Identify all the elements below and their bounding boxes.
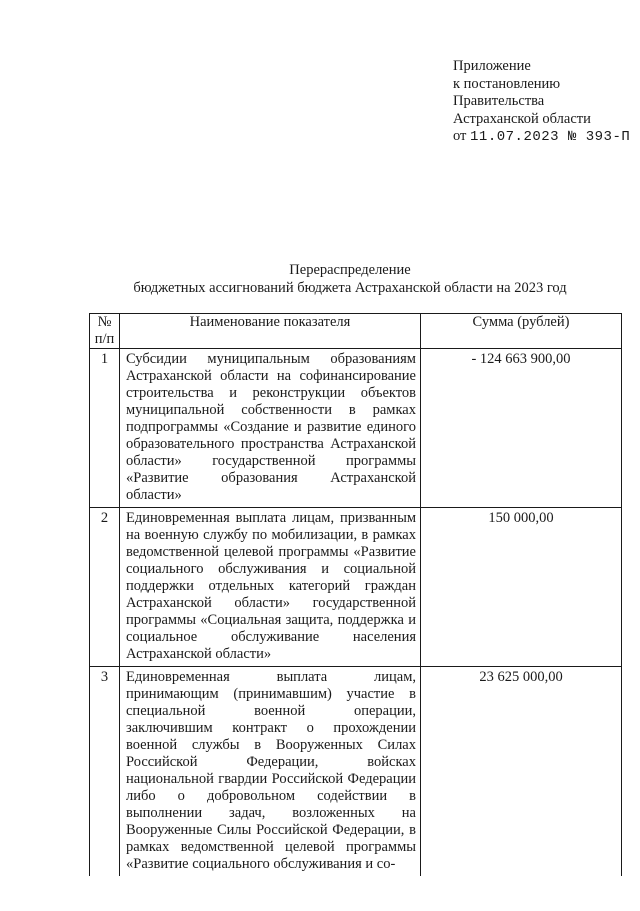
appendix-block	[453, 58, 630, 147]
header-num	[90, 314, 120, 349]
header-num-abbr: п/п	[94, 331, 115, 347]
appendix-line-1: Приложение	[453, 58, 531, 74]
appendix-date-line	[453, 128, 630, 147]
budget-table	[89, 313, 622, 876]
table-row	[90, 508, 622, 667]
header-name: Наименование показателя	[120, 314, 421, 349]
appendix-line-4: Астраханской области	[453, 110, 591, 127]
resolution-date-number: 11.07.2023 № 393-П	[470, 129, 631, 145]
appendix-line-3: Правительства	[453, 93, 545, 109]
row-number: 2	[90, 508, 120, 667]
row-number: 3	[90, 667, 120, 877]
appendix-line-2: к постановлению	[453, 75, 561, 92]
row-sum: 23 625 000,00	[421, 667, 622, 877]
header-num-sign: №	[97, 314, 112, 330]
header-sum: Сумма (рублей)	[421, 314, 622, 349]
row-indicator-name: Единовременная выплата лицам, призванным на военную службу по мобилизации, в рамках ведомственной целевой программы «Развитие социального обслуживания и социальной поддержки отдельных категорий граждан Астраханской области» государственной программы «Социальная защита, поддержка и социальное обслуживание населения Астраханской области»	[120, 508, 421, 667]
row-sum: 150 000,00	[421, 508, 622, 667]
title-line-1: Перераспределение	[289, 262, 411, 278]
row-sum: - 124 663 900,00	[421, 349, 622, 508]
table-header-row	[90, 314, 622, 349]
row-indicator-name: Единовременная выплата лицам, принимающим (принимавшим) участие в специальной военной операции, заключившим контракт о прохождении военной службы в Вооруженных Силах Российской Федерации, войсках национальной гвардии Российской Федерации либо о добровольном содействии в выполнении задач, возложенных на Вооруженные Силы Российской Федерации, в рамках ведомственной целевой программы «Развитие социального обслуживания и со-	[120, 667, 421, 877]
row-indicator-name: Субсидии муниципальным образованиям Астраханской области на софинансирование строительства и реконструкции объектов муниципальной собственности в рамках подпрограммы «Создание и развитие единого образовательного пространства Астраханской области» государственной программы «Развитие образования Астраханской области»	[120, 349, 421, 508]
title-line-2: бюджетных ассигнований бюджета Астраханской области на 2023 год	[133, 279, 567, 296]
row-number: 1	[90, 349, 120, 508]
date-prefix: от	[453, 128, 467, 144]
document-title	[0, 262, 640, 297]
table-row	[90, 349, 622, 508]
table-row	[90, 667, 622, 877]
